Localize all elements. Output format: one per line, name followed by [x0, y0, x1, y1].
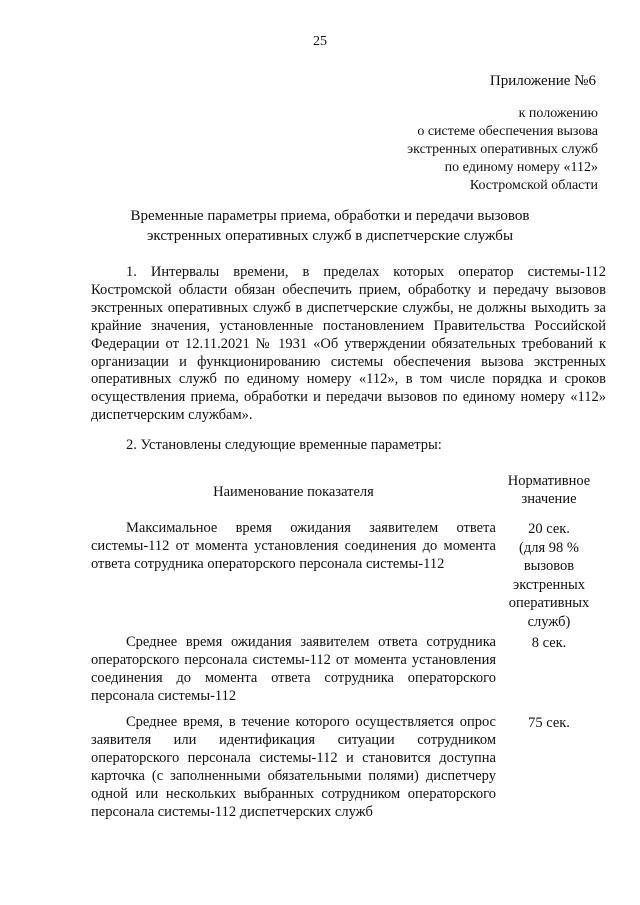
regulation-line: по единому номеру «112» [444, 160, 598, 175]
page-number: 25 [313, 34, 327, 49]
value-line: экстренных [512, 576, 586, 593]
value-line: (для 98 % [519, 539, 579, 556]
header-norm-line: значение [521, 491, 577, 507]
table-header-name: Наименование показателя [213, 484, 374, 500]
regulation-line: экстренных оперативных служб [407, 142, 598, 157]
value-line: оперативных [508, 595, 590, 611]
title-line: экстренных оперативных служб в диспетчерские службы [146, 228, 514, 244]
table-header-norm [494, 472, 604, 508]
value-line: 75 сек. [528, 715, 570, 731]
table-row-name: Среднее время ожидания заявителем ответа сотрудника операторского персонала системы-112 от момента установления соединения до момента ответа сотрудника операторского персонала системы-112 [91, 634, 496, 704]
paragraph-2: 2. Установлены следующие временные параметры: [126, 437, 442, 453]
regulation-line: к положению [518, 106, 598, 121]
table-row-value [494, 634, 604, 653]
regulation-line: Костромской области [469, 178, 598, 193]
value-line: вызовов [523, 558, 575, 574]
value-line: 20 сек. [528, 521, 570, 537]
document-title [60, 206, 600, 246]
table-row-value [494, 714, 604, 733]
value-line: служб) [527, 613, 571, 630]
table-row-name: Среднее время, в течение которого осуществляется опрос заявителя или идентификация ситуации сотрудником операторского персонала системы-112 и становится доступна карточка (с заполненными обязательными полями) диспетчеру одной или нескольких выбранных сотрудником операторского персонала системы-112 диспетчерских служб [91, 714, 496, 820]
table-row-value [494, 520, 604, 631]
header-norm-line: Нормативное [507, 473, 591, 489]
value-line: 8 сек. [531, 635, 567, 651]
regulation-reference [407, 105, 598, 195]
appendix-label: Приложение №6 [489, 73, 596, 89]
paragraph-1: 1. Интервалы времени, в пределах которых оператор системы-112 Костромской области обязан обеспечить прием, обработку и передачу вызовов экстренных оперативных служб в диспетчерские службы, не должны выходить за крайние значения, установленные постановлением Правительства Российской Федерации от 12.11.2021 № 1931 «Об утверждении обязательных требований к организации и функционированию системы обеспечения вызова экстренных оперативных служб по единому номеру «112», в том числе порядка и сроков осуществления приема, обработки и передачи вызовов по единому номеру «112» диспетчерским службам». [91, 264, 606, 424]
table-row-name: Максимальное время ожидания заявителем ответа системы-112 от момента установления соединения до момента ответа сотрудника операторского персонала системы-112 [91, 520, 496, 572]
regulation-line: о системе обеспечения вызова [417, 124, 598, 139]
title-line: Временные параметры приема, обработки и передачи вызовов [130, 208, 530, 224]
